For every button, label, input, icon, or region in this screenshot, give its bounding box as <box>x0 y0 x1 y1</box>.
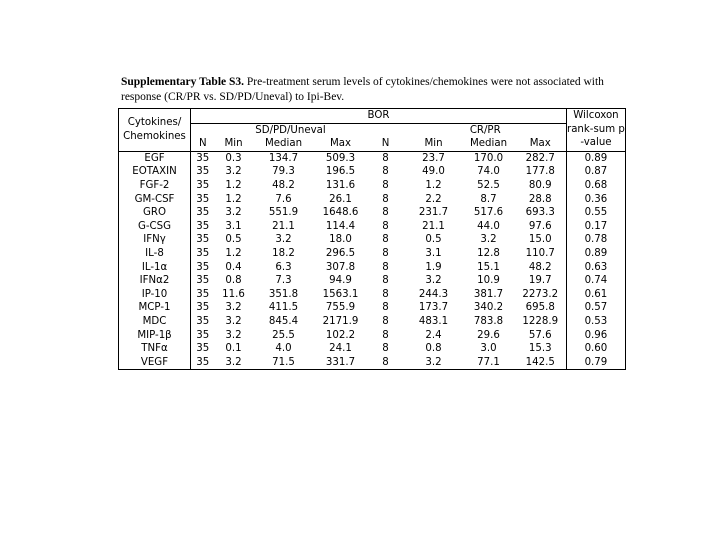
cell-n-crpr: 8 <box>382 275 389 287</box>
cell-max-sdpd: 24.1 <box>329 343 352 355</box>
cell-n-crpr: 8 <box>382 220 389 232</box>
cell-n-sdpd: 35 <box>196 166 210 178</box>
cell-max-sdpd: 509.3 <box>315 151 367 165</box>
cell-max-crpr: 177.8 <box>515 165 567 179</box>
row-name: MCP-1 <box>119 301 191 315</box>
cell-n-sdpd: 35 <box>196 193 210 205</box>
row-name: MIP-1β <box>119 329 191 343</box>
cell-max-sdpd: 296.5 <box>325 247 356 259</box>
cell-median-crpr: 381.7 <box>473 288 504 300</box>
cell-min-sdpd: 3.2 <box>225 166 242 178</box>
header-wilcoxon-line3: -value <box>580 137 612 149</box>
cell-n-crpr: 8 <box>382 315 389 327</box>
cell-min-sdpd: 3.2 <box>225 302 242 314</box>
cell-min-sdpd: 3.2 <box>225 329 242 341</box>
cell-median-crpr: 170.0 <box>463 151 515 165</box>
cell-min-crpr: 483.1 <box>418 315 449 327</box>
row-name: IP-10 <box>119 288 191 302</box>
cell-n-sdpd: 35 <box>196 247 210 259</box>
cell-p-value: 0.74 <box>567 274 626 288</box>
cell-p-value: 0.79 <box>567 356 626 370</box>
caption-label: Supplementary Table S3. <box>121 76 245 88</box>
cell-median-sdpd: 551.9 <box>268 207 299 219</box>
cell-n-sdpd: 35 <box>196 329 210 341</box>
table-row <box>119 274 626 288</box>
header-wilcoxon-line1: Wilcoxon <box>573 110 619 121</box>
cell-n-sdpd: 35 <box>196 220 210 232</box>
cell-max-sdpd: 114.4 <box>325 220 356 232</box>
cell-median-sdpd: 7.3 <box>275 275 292 287</box>
cell-n-sdpd: 35 <box>196 288 210 300</box>
cell-median-sdpd: 134.7 <box>253 151 315 165</box>
cell-max-crpr: 693.3 <box>515 206 567 220</box>
table-row <box>119 261 626 275</box>
cell-max-crpr: 282.7 <box>515 151 567 165</box>
cell-median-crpr: 77.1 <box>463 356 515 370</box>
cell-median-sdpd: 79.3 <box>272 166 295 178</box>
cell-median-sdpd: 71.5 <box>253 356 315 370</box>
header-median-1: Median <box>264 138 303 150</box>
cell-max-crpr: 97.6 <box>515 220 567 234</box>
cell-n-sdpd: 35 <box>196 261 210 273</box>
cell-min-crpr: 0.8 <box>425 343 442 355</box>
cell-p-value: 0.68 <box>567 179 626 193</box>
cell-max-crpr: 15.3 <box>515 342 567 356</box>
cell-median-sdpd: 18.2 <box>272 247 295 259</box>
cell-p-value: 0.61 <box>567 288 626 302</box>
cell-min-crpr: 49.0 <box>422 166 445 178</box>
cell-median-sdpd: 21.1 <box>272 220 295 232</box>
cell-n-sdpd: 35 <box>196 302 210 314</box>
cell-max-sdpd: 94.9 <box>329 275 352 287</box>
cell-median-crpr: 29.6 <box>477 329 500 341</box>
cell-median-crpr: 15.1 <box>477 261 500 273</box>
header-median-2: Median <box>469 138 508 150</box>
cell-min-crpr: 244.3 <box>418 288 449 300</box>
cell-max-crpr: 15.0 <box>515 233 567 247</box>
cell-n-crpr: 8 <box>382 166 389 178</box>
table-row <box>119 206 626 220</box>
table-row <box>119 165 626 179</box>
table-header <box>119 109 626 152</box>
cell-p-value: 0.60 <box>567 342 626 356</box>
cell-p-value: 0.96 <box>567 329 626 343</box>
cell-max-sdpd: 131.6 <box>325 179 356 191</box>
table-row <box>119 329 626 343</box>
cell-max-sdpd: 196.5 <box>325 166 356 178</box>
cell-max-sdpd: 102.2 <box>325 329 356 341</box>
header-cytokines-line2: Chemokines <box>123 130 186 142</box>
cell-max-sdpd: 1648.6 <box>322 207 359 219</box>
cell-min-crpr: 1.9 <box>425 261 442 273</box>
cell-p-value: 0.36 <box>567 193 626 207</box>
cell-max-crpr: 28.8 <box>515 193 567 207</box>
cell-median-crpr: 3.0 <box>480 343 497 355</box>
cell-min-crpr: 21.1 <box>422 220 445 232</box>
table-row <box>119 179 626 193</box>
cell-n-crpr: 8 <box>382 329 389 341</box>
cell-n-sdpd: 35 <box>191 151 215 165</box>
cell-n-sdpd: 35 <box>196 234 210 246</box>
cell-min-sdpd: 0.3 <box>215 151 253 165</box>
table-row <box>119 356 626 370</box>
cell-min-crpr: 3.2 <box>405 356 463 370</box>
cell-median-crpr: 12.8 <box>477 247 500 259</box>
cell-min-sdpd: 1.2 <box>225 193 242 205</box>
header-min-1: Min <box>224 138 243 150</box>
cell-min-sdpd: 11.6 <box>222 288 245 300</box>
row-name: IFNγ <box>119 233 191 247</box>
cell-max-crpr: 80.9 <box>515 179 567 193</box>
cell-min-sdpd: 1.2 <box>225 179 242 191</box>
row-name: GM-CSF <box>119 193 191 207</box>
cell-median-crpr: 8.7 <box>480 193 497 205</box>
table-row <box>119 151 626 165</box>
cell-max-crpr: 48.2 <box>515 261 567 275</box>
cell-max-sdpd: 1563.1 <box>322 288 359 300</box>
table-row <box>119 342 626 356</box>
row-name: IFNα2 <box>119 274 191 288</box>
cell-median-sdpd: 4.0 <box>275 343 292 355</box>
cell-median-crpr: 340.2 <box>473 302 504 314</box>
cell-n-crpr: 8 <box>382 193 389 205</box>
cell-p-value: 0.78 <box>567 233 626 247</box>
cell-max-crpr: 110.7 <box>515 247 567 261</box>
cell-median-crpr: 3.2 <box>480 234 497 246</box>
cell-max-sdpd: 18.0 <box>329 234 352 246</box>
cell-n-sdpd: 35 <box>196 343 210 355</box>
cell-p-value: 0.55 <box>567 206 626 220</box>
header-bor: BOR <box>191 109 567 124</box>
table-row <box>119 247 626 261</box>
cell-max-crpr: 2273.2 <box>515 288 567 302</box>
row-name: IL-1α <box>119 261 191 275</box>
cell-median-sdpd: 25.5 <box>272 329 295 341</box>
row-name: IL-8 <box>119 247 191 261</box>
row-name: FGF-2 <box>119 179 191 193</box>
cell-p-value: 0.89 <box>567 151 626 165</box>
cell-min-sdpd: 1.2 <box>225 247 242 259</box>
cell-n-crpr: 8 <box>382 179 389 191</box>
header-n-2: N <box>381 138 390 150</box>
row-name: TNFα <box>119 342 191 356</box>
row-name: VEGF <box>119 356 191 370</box>
cell-n-crpr: 8 <box>382 247 389 259</box>
cell-max-sdpd: 755.9 <box>325 302 356 314</box>
cell-n-sdpd: 35 <box>196 207 210 219</box>
table-body <box>119 151 626 370</box>
cell-n-crpr: 8 <box>382 234 389 246</box>
cell-min-sdpd: 3.1 <box>225 220 242 232</box>
header-wilcoxon <box>567 109 626 152</box>
cell-min-crpr: 23.7 <box>405 151 463 165</box>
cell-p-value: 0.89 <box>567 247 626 261</box>
cell-median-crpr: 44.0 <box>477 220 500 232</box>
cell-median-crpr: 74.0 <box>477 166 500 178</box>
cell-n-sdpd: 35 <box>196 179 210 191</box>
cell-min-sdpd: 0.1 <box>225 343 242 355</box>
cell-min-sdpd: 0.8 <box>225 275 242 287</box>
table-row <box>119 301 626 315</box>
caption-text: Pre-treatment serum levels of cytokines/chemokines were not associated with response (CR/PR vs. SD/PD/Uneval) to Ipi-Bev. <box>121 76 604 103</box>
cell-min-sdpd: 3.2 <box>225 207 242 219</box>
cell-min-sdpd: 3.2 <box>215 356 253 370</box>
cell-max-sdpd: 307.8 <box>325 261 356 273</box>
cell-max-sdpd: 26.1 <box>329 193 352 205</box>
cell-max-sdpd: 2171.9 <box>322 315 359 327</box>
cell-median-crpr: 783.8 <box>473 315 504 327</box>
cell-max-sdpd: 331.7 <box>315 356 367 370</box>
cell-min-crpr: 0.5 <box>425 234 442 246</box>
table-row <box>119 233 626 247</box>
cell-median-sdpd: 411.5 <box>268 302 299 314</box>
cell-n-crpr: 8 <box>367 151 405 165</box>
table-row <box>119 288 626 302</box>
cell-p-value: 0.63 <box>567 261 626 275</box>
cell-min-sdpd: 3.2 <box>225 315 242 327</box>
cell-p-value: 0.57 <box>567 301 626 315</box>
cell-median-sdpd: 7.6 <box>275 193 292 205</box>
cytokine-table <box>118 108 626 370</box>
cell-max-crpr: 1228.9 <box>515 315 567 329</box>
cell-min-crpr: 1.2 <box>425 179 442 191</box>
cell-p-value: 0.87 <box>567 165 626 179</box>
cell-max-crpr: 142.5 <box>515 356 567 370</box>
cell-n-crpr: 8 <box>367 356 405 370</box>
cell-min-crpr: 3.2 <box>425 275 442 287</box>
table-row <box>119 220 626 234</box>
table-row <box>119 193 626 207</box>
cell-median-sdpd: 6.3 <box>275 261 292 273</box>
cell-n-crpr: 8 <box>382 261 389 273</box>
cell-n-crpr: 8 <box>382 207 389 219</box>
row-name: G-CSG <box>119 220 191 234</box>
row-name: MDC <box>119 315 191 329</box>
header-group-sdpd: SD/PD/Uneval <box>255 124 326 136</box>
header-cytokines-line1: Cytokines/ <box>127 117 182 129</box>
cell-median-crpr: 10.9 <box>477 275 500 287</box>
cell-n-crpr: 8 <box>382 302 389 314</box>
cell-min-crpr: 3.1 <box>425 247 442 259</box>
cell-min-crpr: 2.2 <box>425 193 442 205</box>
header-cytokines <box>119 109 191 152</box>
cell-p-value: 0.53 <box>567 315 626 329</box>
cell-median-sdpd: 48.2 <box>272 179 295 191</box>
cell-n-sdpd: 35 <box>196 275 210 287</box>
header-wilcoxon-line2: rank-sum p <box>567 123 625 135</box>
header-group-crpr: CR/PR <box>405 123 567 137</box>
cell-max-crpr: 57.6 <box>515 329 567 343</box>
header-max-2: Max <box>515 137 567 151</box>
row-name: EGF <box>119 151 191 165</box>
cell-min-crpr: 173.7 <box>418 302 449 314</box>
cell-median-sdpd: 351.8 <box>268 288 299 300</box>
cell-max-crpr: 19.7 <box>515 274 567 288</box>
cell-min-crpr: 2.4 <box>425 329 442 341</box>
cell-min-sdpd: 0.5 <box>225 234 242 246</box>
header-min-2: Min <box>424 138 443 150</box>
row-name: GRO <box>119 206 191 220</box>
table-row <box>119 315 626 329</box>
cell-median-crpr: 52.5 <box>477 179 500 191</box>
cell-min-crpr: 231.7 <box>418 207 449 219</box>
cell-min-sdpd: 0.4 <box>225 261 242 273</box>
table-caption <box>121 75 621 105</box>
cell-max-crpr: 695.8 <box>515 301 567 315</box>
cell-n-sdpd: 35 <box>191 356 215 370</box>
cell-p-value: 0.17 <box>567 220 626 234</box>
cell-n-sdpd: 35 <box>196 315 210 327</box>
cell-median-sdpd: 845.4 <box>268 315 299 327</box>
header-max-1: Max <box>329 138 352 150</box>
cell-median-crpr: 517.6 <box>473 207 504 219</box>
cell-n-crpr: 8 <box>382 343 389 355</box>
row-name: EOTAXIN <box>119 165 191 179</box>
cell-n-crpr: 8 <box>382 288 389 300</box>
cell-median-sdpd: 3.2 <box>275 234 292 246</box>
header-n-1: N <box>198 138 207 150</box>
